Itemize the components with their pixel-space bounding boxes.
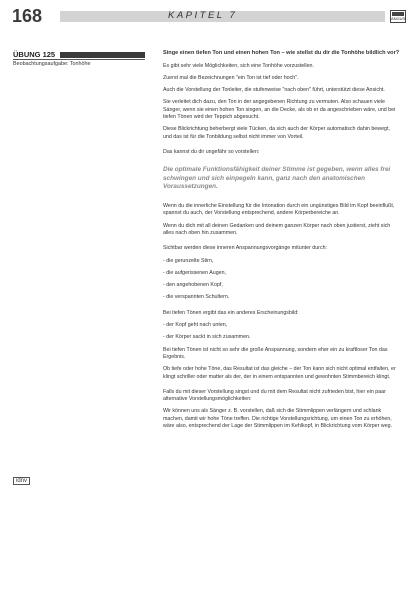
list-item: - die aufgerissenen Augen, (163, 269, 227, 276)
chapter-title: KAPITEL 7 (168, 10, 238, 21)
emphasis-quote: Die optimale Funktionsfähigkeit deiner Stimme ist gegeben, wenn alles frei schwingen und sich einpegeln kann, ganz nach den anatomischen Voraussetzungen. (163, 166, 391, 191)
exercise-title: ÜBUNG 125 (13, 50, 56, 59)
paragraph: Wir können uns als Sänger z. B. vorstellen, daß sich die Stimmlippen verlängern und schlank machen, damit wir hohe Töne treffen. Die richtige Vorstellungsrichtung, um einen Ton zu erhöhen, wäre also, entsprechend der Lage der Stimmlippen im Kehlkopf, in Blickrichtung vom Körper weg. (163, 408, 393, 429)
paragraph: Sie verleitet dich dazu, den Ton in der angegebenen Richtung zu vermuten. Also schauen viele Sänger, wenn sie einen hohen Ton singen, an die Decke, als ob er da angeschrieben wäre, und bei tiefen Tönen wird der Teppich abgesucht. (163, 99, 396, 121)
list-item: - die verspannten Schultern. (163, 294, 230, 301)
paragraph: Diese Blickrichtung beherbergt viele Tücken, da sich auch der Körper automatisch dahin bewegt, und das ist für die Tonbildung selbst nicht immer von Vorteil. (163, 126, 390, 140)
paragraph: Zuerst mal die Bezeichnungen "ein Ton ist tief oder hoch". (163, 74, 299, 81)
paragraph: Falls du mit dieser Vorstellung singst und du mit dem Resultat nicht zufrieden bist, hier ein paar alternative Vorstellungsmöglichkeiten: (163, 388, 386, 403)
exercise-question: Singe einen tiefen Ton und einen hohen Ton – wie stellst du dir die Tonhöhe bildlich vor? (163, 50, 400, 56)
list-item: - der Körper sackt in sich zusammen. (163, 334, 251, 341)
exercise-subtitle: Beobachtungsaufgabe: Tonhöhe (13, 61, 91, 67)
list-item: - die gerunzelte Stirn, (163, 257, 214, 264)
page-number: 168 (12, 6, 43, 26)
main-text (163, 50, 400, 435)
paragraph: Es gibt sehr viele Möglichkeiten, sich eine Tonhöhe vorzustellen. (163, 62, 314, 69)
list-item: - der Kopf geht nach unten, (163, 322, 228, 329)
list-item: - den angehobenen Kopf, (163, 282, 223, 289)
stamp-label: idnv (13, 477, 30, 485)
publisher-logo (390, 10, 406, 23)
list-intro: Sichtbar werden diese inneren Anspannungsvorgänge mitunter durch: (163, 245, 328, 252)
lead-in: Das kannst du dir ungefähr so vorstellen: (163, 148, 260, 155)
exercise-rule (13, 59, 145, 60)
paragraph: Wenn du dich mit all deinen Gedanken und deinem ganzen Körper nach oben justierst, zieht sich alles nach oben hin zusammen. (163, 222, 391, 236)
paragraph: Ob tiefe oder hohe Töne, das Resultat ist das gleiche – der Ton kann sich nicht optimal entfalten, er klingt schriller oder matter als der, der in einem entspannten und gewohnten Stimmbereich klingt. (163, 366, 396, 380)
paragraph: Bei tiefen Tönen ist nicht so sehr die große Anspannung, sondern eher ein zu kraftloser Ton das Ergebnis. (163, 346, 388, 360)
exercise-title-bar (60, 52, 145, 58)
list-intro: Bei tiefen Tönen ergibt das ein anderes Erscheinungsbild: (163, 309, 299, 316)
paragraph: Auch die Vorstellung der Tonleiter, die stufenweise "nach oben" führt, unterstützt diese Ansicht. (163, 87, 385, 94)
logo-text: ANGUS (391, 16, 406, 21)
paragraph: Wenn du die innerliche Einstellung für die Intonation durch ein ungünstiges Bild im Kopf beeinflußt, spannst du auch, der Vorstellung entsprechend, andere Körperbereiche an. (163, 203, 395, 217)
